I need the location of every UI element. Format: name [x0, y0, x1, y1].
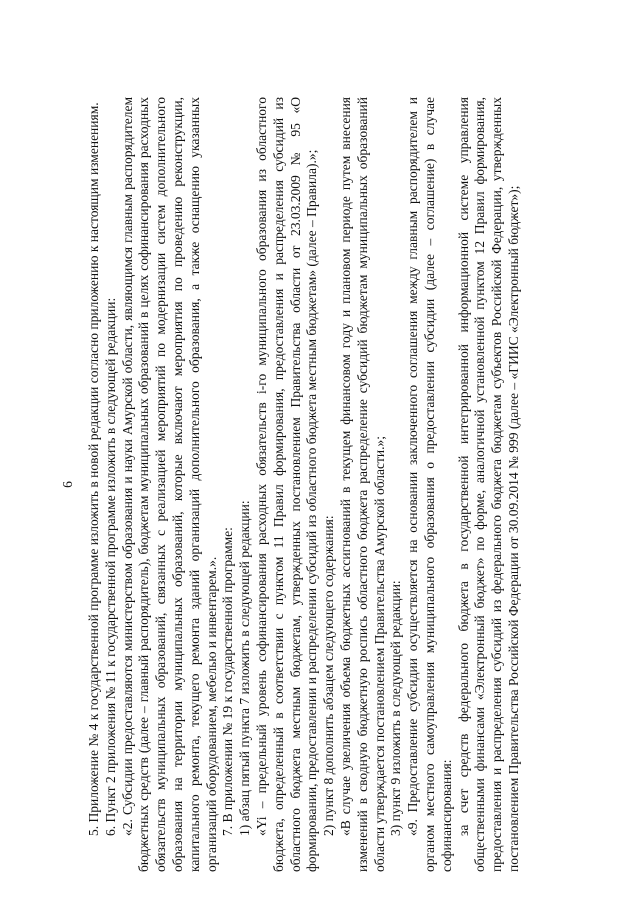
page-number: 6: [60, 481, 75, 488]
paragraph: 7. В приложении № 19 к государственной программе:: [220, 527, 236, 836]
paragraph: за счет средств федерального бюджета в государственной интегрированной информационной системе управления общественными финансами «Электронный бюджет» по форме, аналогичной установленной пунктом 12 Правил формирования, предоставления и распределения субсидий из федерального бюджета бюджетам субъектов Российской Федерации, утвержденных постановлением Правительства Российской Федерации от 30.09.2014 № 999 (далее – «ГИИС «Электронный бюджет»);: [455, 97, 521, 872]
paragraph: «Yi – предельный уровень софинансирования расходных обязательств i-го муниципального образования из областного бюджета, определенный в соответствии с пунктом 11 Правил формирования, предоставления и распределения субсидий из областного бюджета местным бюджетам, утвержденных постановлением Правительства области от 23.03.2009 № 95 «О формировании, предоставлении и распределении субсидий из областного бюджета местным бюджетам» (далее – Правила).»;: [253, 97, 320, 872]
rotated-text-frame: [60, 97, 560, 872]
paragraph: 3) пункт 9 изложить в следующей редакции:: [388, 580, 404, 836]
paragraph: «В случае увеличения объема бюджетных ассигнований в текущем финансовом году и плановом периоде путем внесения изменений в сводную бюджетную роспись областного бюджета распределение субсидий бюджетам муниципальных образований области утверждается постановлением Правительства Амурской области.»;: [337, 97, 387, 872]
document-body: [86, 97, 523, 872]
paragraph: «9. Предоставление субсидии осуществляется на основании заключенного соглашения между главным распорядителем и органом местного самоуправления муниципального образования о предоставлении субсидии (далее – соглашение) в случае софинансирования:: [405, 97, 454, 872]
paragraph: «2. Субсидии предоставляются министерством образования и науки Амурской области, являющимся главным распорядителем бюджетных средств (далее – главный распорядитель), бюджетам муниципальных образований в целях софинансирования расходных обязательств муниципальных образований, связанных с реализацией мероприятий по модернизации систем дополнительного образования на территории муниципальных образований, которые включают мероприятия по проведению реконструкции, капитального ремонта, текущего ремонта зданий организаций дополнительного образования, а также оснащению указанных организаций оборудованием, мебелью и инвентарем.».: [119, 97, 219, 872]
paragraph: 2) пункт 8 дополнить абзацем следующего содержания:: [321, 515, 337, 836]
paragraph: 5. Приложение № 4 к государственной программе изложить в новой редакции согласно приложению к настоящим изменениям.: [86, 102, 101, 836]
paragraph: 6. Пункт 2 приложения № 11 к государственной программе изложить в следующей редакции:: [102, 297, 118, 836]
paragraph: 1) абзац пятый пункта 7 изложить в следующей редакции:: [237, 500, 253, 836]
